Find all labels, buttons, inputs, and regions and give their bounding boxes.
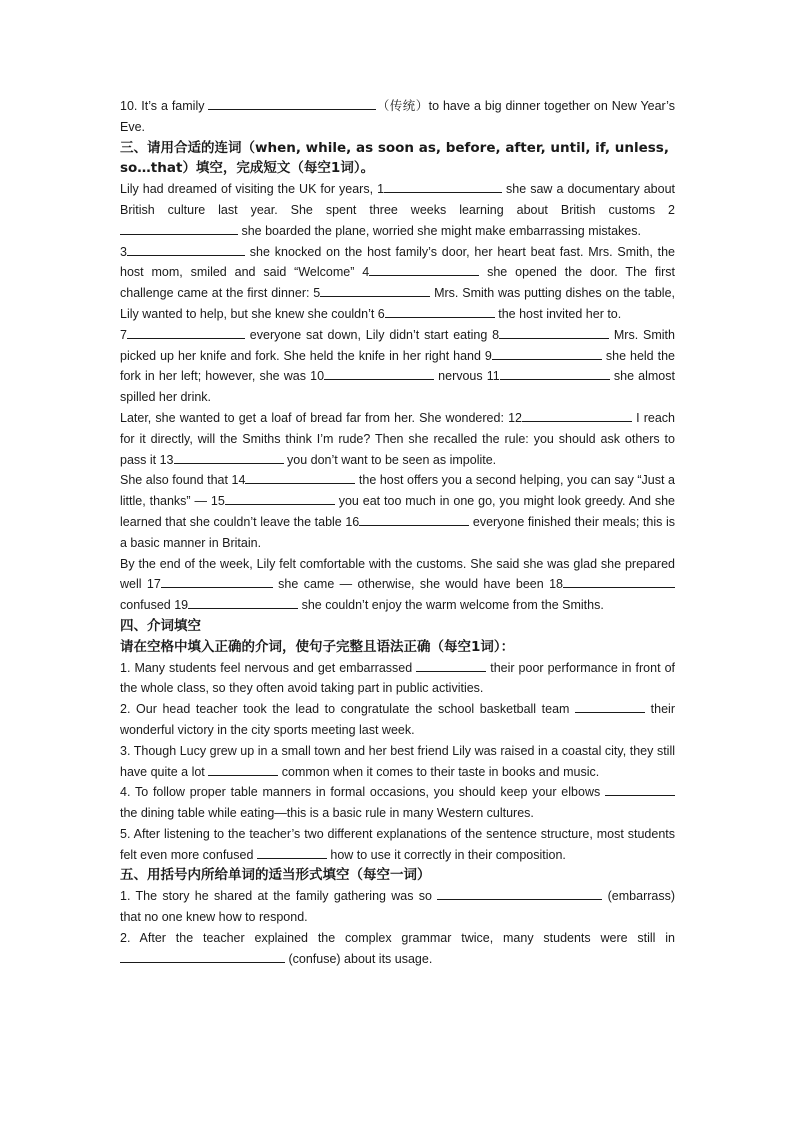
answer-blank-form-1[interactable] (437, 886, 602, 900)
question-text: common when it comes to their taste in books and music. (278, 764, 600, 779)
passage-text: she held the fork in her left; however, she was 10 (120, 348, 675, 384)
answer-blank-18[interactable] (563, 574, 675, 588)
passage-text: she saw a documentary about British culture last year. She spent three weeks learning about British customs 2 (120, 182, 675, 217)
passage-paragraph-1 (120, 179, 675, 241)
preposition-question-5 (120, 824, 675, 866)
preposition-question-1 (120, 658, 675, 700)
answer-blank-8[interactable] (499, 325, 609, 339)
question-text: the dining table while eating—this is a basic rule in many Western cultures. (120, 806, 534, 821)
section-4-instruction: 请在空格中填入正确的介词，使句子完整且语法正确（每空1词）： (120, 638, 515, 655)
answer-blank-13[interactable] (174, 450, 284, 464)
q10-hint: （传统） (376, 99, 429, 113)
q10-text-before: 10. It’s a family (120, 99, 209, 113)
answer-blank-2[interactable] (120, 221, 238, 235)
passage-paragraph-5 (120, 470, 675, 553)
section-5-heading: 五、用括号内所给单词的适当形式填空（每空一词） (120, 867, 431, 884)
question-text: (confuse) about its usage. (285, 951, 433, 966)
passage-text: she boarded the plane, worried she might make embarrassing mistakes. (238, 223, 641, 238)
question-text: 2. After the teacher explained the complex grammar twice, many students were still in (120, 930, 675, 945)
passage-text: everyone sat down, Lily didn’t start eating 8 (244, 327, 500, 342)
passage-text: Mrs. Smith was putting dishes on the table, Lily wanted to help, but she knew she couldn’t 6 (120, 286, 675, 321)
passage-text: she opened the door. The first challenge came at the first dinner: 5 (120, 265, 675, 301)
passage-text: she came — otherwise, she would have been 18 (272, 577, 563, 592)
q10-text-after: to have a big dinner together on New Year’s Eve. (120, 99, 675, 134)
passage-text: the host offers you a second helping, you can say “Just a little, thanks” — 15 (120, 473, 675, 509)
passage-paragraph-6 (120, 554, 675, 616)
passage-text: By the end of the week, Lily felt comfortable with the customs. She said she was glad she prepared well 17 (120, 556, 675, 592)
answer-blank-9[interactable] (492, 346, 602, 360)
passage-text: Mrs. Smith picked up her knife and fork. She held the knife in her right hand 9 (120, 327, 675, 363)
question-text: their poor performance in front of the whole class, so they often avoid taking part in public activities. (120, 660, 675, 696)
question-text: their wonderful victory in the city sports meeting last week. (120, 702, 675, 737)
answer-blank-form-2[interactable] (120, 949, 285, 963)
answer-blank-11[interactable] (500, 366, 610, 380)
preposition-question-4 (120, 782, 675, 824)
word-form-question-1 (120, 886, 675, 928)
answer-blank-16[interactable] (359, 512, 469, 526)
passage-paragraph-4 (120, 408, 675, 470)
question-text: 1. The story he shared at the family gathering was so (120, 889, 438, 904)
passage-text: She also found that 14 (120, 473, 246, 488)
question-text: 4. To follow proper table manners in formal occasions, you should keep your elbows (120, 785, 605, 800)
question-text: 1. Many students feel nervous and get embarrassed (120, 660, 417, 675)
passage-text: 3 (120, 244, 127, 259)
answer-blank-10[interactable] (324, 366, 434, 380)
question-10 (120, 96, 675, 138)
passage-paragraph-2 (120, 242, 675, 325)
answer-blank-4[interactable] (369, 262, 479, 276)
passage-paragraph-3 (120, 325, 675, 408)
answer-blank-q10[interactable] (208, 96, 376, 110)
answer-blank-19[interactable] (188, 595, 298, 609)
answer-blank-15[interactable] (225, 491, 335, 505)
section-4-heading: 四、介词填空 (120, 617, 201, 634)
answer-blank-6[interactable] (385, 304, 495, 318)
answer-blank-3[interactable] (127, 242, 245, 256)
question-text: 5. After listening to the teacher’s two different explanations of the sentence structure, most students felt even more confused (120, 826, 675, 862)
answer-blank-17[interactable] (161, 574, 273, 588)
answer-blank-prep-4[interactable] (605, 782, 675, 796)
answer-blank-7[interactable] (127, 325, 245, 339)
answer-blank-prep-1[interactable] (416, 658, 486, 672)
question-text: 3. Though Lucy grew up in a small town and her best friend Lily was raised in a coastal city, they still have quite a lot (120, 743, 675, 779)
answer-blank-prep-2[interactable] (575, 699, 645, 713)
worksheet-page (120, 96, 675, 969)
passage-text: you eat too much in one go, you might look greedy. And she learned that she couldn’t leave the table 16 (120, 494, 675, 529)
passage-text: 7 (120, 327, 127, 342)
passage-text: you don’t want to be seen as impolite. (283, 452, 497, 467)
answer-blank-prep-5[interactable] (257, 845, 327, 859)
preposition-question-2 (120, 699, 675, 741)
passage-text: I reach for it directly, will the Smiths think I’m rude? Then she recalled the rule: you should ask others to pass it 13 (120, 410, 675, 467)
answer-blank-1[interactable] (384, 179, 502, 193)
passage-text: she knocked on the host family’s door, her heart beat fast. Mrs. Smith, the host mom, smiled and said “Welcome” 4 (120, 244, 675, 280)
passage-text: Lily had dreamed of visiting the UK for years, 1 (120, 182, 385, 197)
passage-text: she couldn’t enjoy the warm welcome from the Smiths. (298, 598, 604, 613)
preposition-question-3 (120, 741, 675, 783)
passage-text: she almost spilled her drink. (120, 369, 675, 405)
answer-blank-prep-3[interactable] (208, 762, 278, 776)
passage-text: Later, she wanted to get a loaf of bread far from her. She wondered: 12 (120, 410, 522, 425)
section-3-heading: 三、请用合适的连词（when, while, as soon as, before, after, until, if, unless, so…that）填空，完成短文（每空1词）。 (120, 139, 669, 177)
answer-blank-12[interactable] (522, 408, 632, 422)
passage-text: the host invited her to. (494, 306, 622, 321)
question-text: 2. Our head teacher took the lead to congratulate the school basketball team (120, 702, 576, 717)
passage-text: confused 19 (120, 598, 189, 613)
passage-text: everyone finished their meals; this is a basic manner in Britain. (120, 514, 675, 550)
answer-blank-5[interactable] (320, 283, 430, 297)
question-text: how to use it correctly in their composition. (326, 847, 566, 862)
word-form-question-2 (120, 928, 675, 970)
question-text: (embarrass) that no one knew how to respond. (120, 889, 676, 925)
answer-blank-14[interactable] (245, 470, 355, 484)
passage-text: nervous 11 (434, 369, 500, 384)
